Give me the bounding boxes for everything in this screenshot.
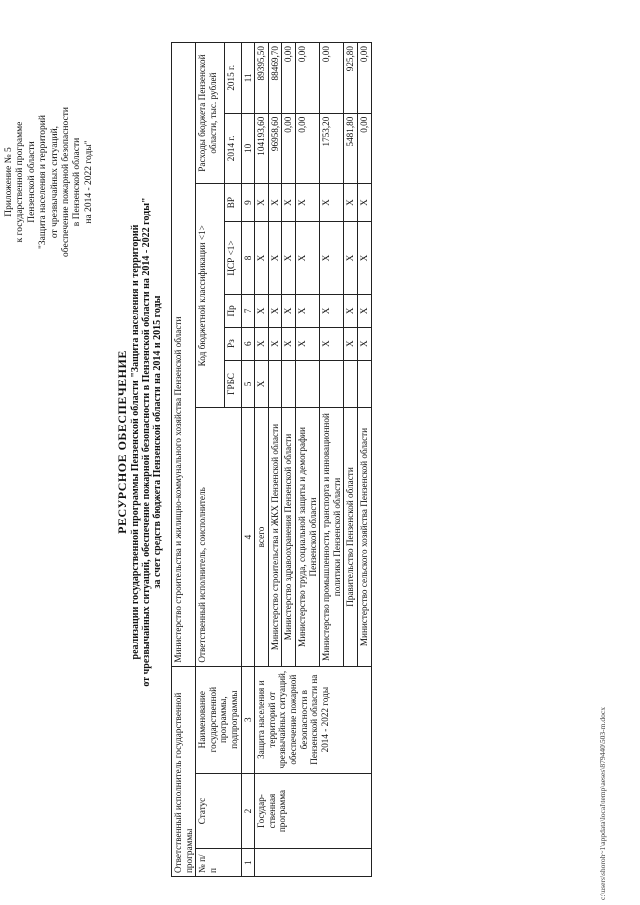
vr-cell: Х (268, 184, 282, 222)
grbs-cell (344, 360, 358, 408)
rotated-page (4, 22, 620, 900)
amount-2015: 89395,50 (255, 43, 269, 114)
status-cell: Государ- ственная программа (255, 773, 371, 849)
document-subtitle-line: за счет средств бюджета Пензенской области на 2014 и 2015 годы (152, 295, 164, 589)
exec-cell: Министерство труда, социальной защиты и демографии Пензенской области (295, 408, 319, 666)
amount-2014: 5481,80 (344, 113, 358, 184)
grbs-cell: Х (255, 360, 269, 408)
vr-cell: Х (295, 184, 319, 222)
header-exec: Ответственный исполнитель, соисполнитель (196, 408, 241, 666)
document-heading (115, 62, 164, 822)
exec-cell: Министерство здравоохранения Пензенской области (282, 408, 296, 666)
grbs-cell (357, 360, 371, 408)
exec-cell: Правительство Пензенской области (344, 408, 358, 666)
amount-2014: 0,00 (357, 113, 371, 184)
amount-2015: 88469,70 (268, 43, 282, 114)
header-expense: Расходы бюджета Пензенской области, тыс. рублей (196, 43, 225, 184)
resp-exec-value: Министерство строительства и жилищно-коммунального хозяйства Пензенской области (172, 43, 196, 667)
footer-file-path: c:\users\shoroh~1\appdata\local\temp\aeses\879440\503-m.docx (598, 707, 607, 900)
vr-cell: Х (320, 184, 344, 222)
amount-2014: 0,00 (282, 113, 296, 184)
header-status: Статус (196, 773, 241, 849)
csr-cell: Х (255, 221, 269, 294)
grbs-cell (295, 360, 319, 408)
amount-2015: 925,80 (344, 43, 358, 114)
appendix-line: Приложение № 5 (4, 147, 14, 217)
exec-cell: Министерство строительства и ЖКХ Пензенской области (268, 408, 282, 666)
csr-cell: Х (282, 221, 296, 294)
appendix-line: "Защита населения и территорий (38, 115, 49, 249)
grbs-cell (268, 360, 282, 408)
pr-cell: Х (357, 295, 371, 328)
amount-2014: 96958,60 (268, 113, 282, 184)
col-number: 5 (241, 360, 255, 408)
vr-cell: Х (344, 184, 358, 222)
exec-cell: Министерство сельского хозяйства Пензенской области (357, 408, 371, 666)
header-num: № п/п (196, 849, 241, 877)
header-grbs: ГРБС (225, 360, 241, 408)
appendix-line: в Пензенской области (72, 137, 83, 227)
header-2014: 2014 г. (225, 113, 241, 184)
document-subtitle-line: от чрезвычайных ситуаций, обеспечение пожарной безопасности в Пензенской области на 2014 - 2022 годы" (141, 197, 153, 687)
amount-2015: 0,00 (295, 43, 319, 114)
amount-2015: 0,00 (357, 43, 371, 114)
header-pr: Пр (225, 295, 241, 328)
resource-table (171, 42, 372, 877)
csr-cell: Х (295, 221, 319, 294)
pr-cell: Х (268, 295, 282, 328)
document-title: РЕСУРСНОЕ ОБЕСПЕЧЕНИЕ (115, 350, 129, 534)
pr-cell: Х (295, 295, 319, 328)
row-num (255, 849, 371, 877)
col-number: 9 (241, 184, 255, 222)
vr-cell: Х (282, 184, 296, 222)
rz-cell: Х (344, 327, 358, 360)
col-number: 6 (241, 327, 255, 360)
amount-2015: 0,00 (282, 43, 296, 114)
program-name-cell: Защита населения и территорий от чрезвычайных ситуаций, обеспечение пожарной безопасности в Пензенской области на 2014 - 2022 годы (255, 666, 371, 773)
header-2015: 2015 г. (225, 43, 241, 114)
grbs-cell (282, 360, 296, 408)
rz-cell: Х (255, 327, 269, 360)
appendix-note (4, 52, 95, 312)
col-number: 4 (241, 408, 255, 666)
table-row (255, 43, 269, 877)
amount-2014: 104193,60 (255, 113, 269, 184)
col-number: 8 (241, 221, 255, 294)
rz-cell: Х (320, 327, 344, 360)
header-csr: ЦСР <1> (225, 221, 241, 294)
csr-cell: Х (357, 221, 371, 294)
header-name: Наименование государственной программы, подпрограммы (196, 666, 241, 773)
resp-exec-label: Ответственный исполнитель государственной программы (172, 666, 196, 876)
column-number-row (241, 43, 255, 877)
header-rz: Рз (225, 327, 241, 360)
pr-cell: Х (344, 295, 358, 328)
csr-cell: Х (344, 221, 358, 294)
pr-cell: Х (320, 295, 344, 328)
appendix-line: от чрезвычайных ситуаций, (49, 125, 60, 239)
rz-cell: Х (282, 327, 296, 360)
grbs-cell (320, 360, 344, 408)
amount-2015: 0,00 (320, 43, 344, 114)
exec-cell: всего (255, 408, 269, 666)
header-vr: ВР (225, 184, 241, 222)
col-number: 1 (241, 849, 255, 877)
csr-cell: Х (268, 221, 282, 294)
pr-cell: Х (255, 295, 269, 328)
col-number: 10 (241, 113, 255, 184)
amount-2014: 1753,20 (320, 113, 344, 184)
rz-cell: Х (268, 327, 282, 360)
vr-cell: Х (255, 184, 269, 222)
rz-cell: Х (357, 327, 371, 360)
col-number: 2 (241, 773, 255, 849)
appendix-line: на 2014 - 2022 годы" (83, 140, 94, 224)
exec-cell: Министерство промышленности, транспорта и инновационной политики Пензенской области (320, 408, 344, 666)
rz-cell: Х (295, 327, 319, 360)
amount-2014: 0,00 (295, 113, 319, 184)
appendix-line: Пензенской области (26, 141, 37, 223)
col-number: 7 (241, 295, 255, 328)
pr-cell: Х (282, 295, 296, 328)
document-subtitle-line: реализации государственной программы Пензенской области "Защита населения и территорий (130, 224, 141, 660)
csr-cell: Х (320, 221, 344, 294)
appendix-line: обеспечение пожарной безопасности (61, 107, 72, 257)
header-code: Код бюджетной классификации <1> (196, 184, 225, 408)
col-number: 11 (241, 43, 255, 114)
col-number: 3 (241, 666, 255, 773)
vr-cell: Х (357, 184, 371, 222)
appendix-line: к государственной программе (15, 121, 26, 243)
